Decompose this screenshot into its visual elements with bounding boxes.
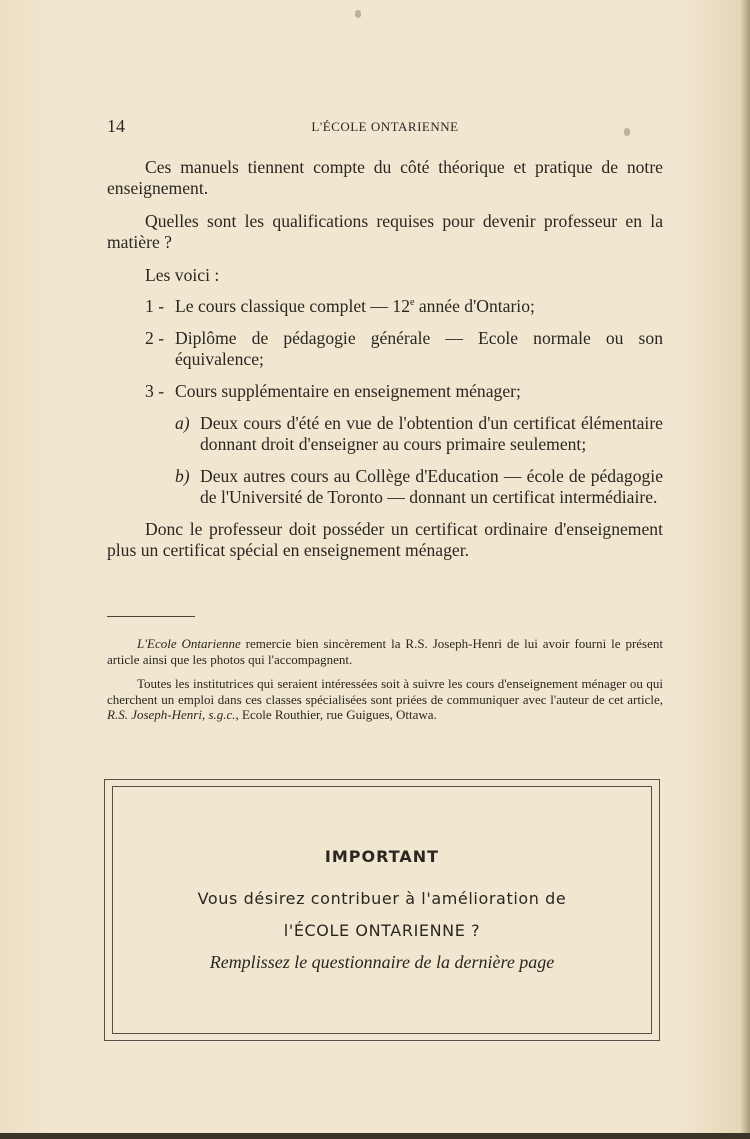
footnote bbox=[107, 676, 663, 723]
paragraph: Donc le professeur doit posséder un certificat ordinaire d'enseignement plus un certificat spécial en enseignement ménager. bbox=[107, 519, 663, 560]
footnote-text: Toutes les institutrices qui seraient intéressées soit à suivre les cours d'enseignement ménager ou qui cherchent un emploi dans ces classes spécialisées sont priées de communiquer avec l'auteur de cet article, bbox=[107, 676, 663, 707]
running-title: L'ÉCOLE ONTARIENNE bbox=[311, 119, 459, 134]
journal-name: L'Ecole Ontarienne bbox=[137, 636, 241, 651]
list-item bbox=[145, 328, 663, 370]
list-item bbox=[145, 381, 663, 402]
important-box bbox=[104, 779, 660, 1041]
author-name: R.S. Joseph-Henri, s.g.c. bbox=[107, 707, 236, 722]
list-text: Le cours classique complet — 12 bbox=[175, 296, 411, 316]
footnote-text: remercie bien sincèrement la R.S. Joseph-Henri de lui avoir fourni le présent article ainsi que les photos qui l'accompagnent. bbox=[107, 636, 663, 667]
list-item bbox=[145, 296, 663, 317]
page-bottom-edge bbox=[0, 1133, 750, 1139]
paragraph: Quelles sont les qualifications requises pour devenir professeur en la matière ? bbox=[107, 211, 663, 252]
sub-list-text: Deux cours d'été en vue de l'obtention d'un certificat élémentaire donnant droit d'enseigner au cours primaire seulement; bbox=[200, 413, 663, 454]
list-number: 3 - bbox=[145, 381, 165, 401]
paragraph: Les voici : bbox=[145, 265, 220, 285]
important-box-inner bbox=[112, 786, 652, 1034]
sub-list-item bbox=[175, 413, 663, 455]
list-number: 1 - bbox=[145, 296, 165, 316]
sub-list-item bbox=[175, 466, 663, 508]
footnote-text: , Ecole Routhier, rue Guigues, Ottawa. bbox=[235, 707, 437, 722]
sub-list-text: Deux autres cours au Collège d'Education — école de pédagogie de l'Université de Toronto — donnant un certificat intermédiaire. bbox=[200, 466, 663, 507]
page-header bbox=[107, 116, 663, 136]
box-instruction: Remplissez le questionnaire de la dernière page bbox=[209, 952, 555, 972]
article-body bbox=[107, 157, 663, 573]
box-text: l'ÉCOLE ONTARIENNE ? bbox=[283, 921, 481, 940]
list-text: Cours supplémentaire en enseignement ménager; bbox=[175, 381, 521, 401]
footnote-rule bbox=[107, 616, 195, 617]
footnotes bbox=[107, 636, 663, 732]
sub-list-label: b) bbox=[175, 466, 190, 486]
superscript: e bbox=[410, 297, 415, 309]
list-text: Diplôme de pédagogie générale — Ecole normale ou son équivalence; bbox=[175, 328, 663, 369]
ink-smudge bbox=[355, 10, 361, 18]
list-number: 2 - bbox=[145, 328, 165, 348]
sub-list-label: a) bbox=[175, 413, 190, 433]
box-title: IMPORTANT bbox=[324, 847, 440, 866]
list-text: année d'Ontario; bbox=[414, 296, 535, 316]
page-edge-shadow bbox=[740, 0, 750, 1139]
page-number: 14 bbox=[107, 116, 125, 136]
footnote bbox=[107, 636, 663, 667]
box-text: Vous désirez contribuer à l'amélioration de bbox=[197, 889, 567, 908]
paragraph: Ces manuels tiennent compte du côté théorique et pratique de notre enseignement. bbox=[107, 157, 663, 198]
